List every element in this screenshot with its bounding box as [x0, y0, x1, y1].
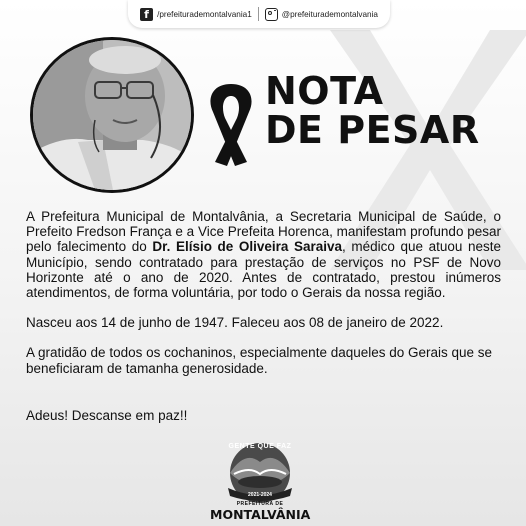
page-title — [265, 69, 480, 152]
instagram-handle: @prefeiturademontalvania — [281, 9, 378, 19]
paragraph-gratitude: A gratidão de todos os cochaninos, especialmente daqueles do Gerais que se beneficiaram de tamanha generosidade. — [26, 345, 493, 376]
logo-city: MONTALVÂNIA — [210, 507, 311, 522]
logo-slogan: GENTE QUE FAZ — [228, 443, 292, 450]
social-divider — [258, 7, 259, 21]
paragraph-farewell: Adeus! Descanse em paz!! — [26, 407, 188, 423]
paragraph-announcement — [26, 209, 501, 300]
p1-text-before: A Prefeitura Municipal de Montalvânia, a Secretaria Municipal de Saúde, o Prefeito Fredson França e a Vice Prefeita Horenca, manifestam profundo pesar pelo falecimento do — [26, 209, 501, 255]
title-line-1: NOTA — [265, 69, 384, 113]
title-line-2: DE PESAR — [265, 108, 480, 152]
social-bar — [128, 0, 390, 28]
municipality-logo — [210, 440, 310, 526]
paragraph-dates: Nasceu aos 14 de junho de 1947. Faleceu aos 08 de janeiro de 2022. — [26, 315, 444, 331]
p1-text-after: , médico que atuou neste Município, sendo contratado para prestação de serviços no PSF de Novo Horizonte até o ano de 2020. Antes de contratado, prestou inúmeros atendimentos, de forma voluntária, por todo o Gerais da nossa região. — [26, 239, 501, 301]
deceased-name: Dr. Elísio de Oliveira Saraiva — [152, 239, 343, 255]
instagram-link[interactable] — [265, 8, 378, 21]
facebook-icon: f — [140, 8, 153, 21]
mourning-ribbon-icon — [201, 78, 261, 170]
facebook-handle: /prefeiturademontalvania1 — [157, 9, 252, 19]
facebook-link[interactable] — [140, 8, 252, 21]
portrait-photo — [30, 37, 194, 193]
announcement-text — [26, 209, 501, 423]
instagram-icon — [265, 8, 278, 21]
logo-years: 2021-2024 — [248, 492, 272, 498]
portrait-illustration — [33, 40, 191, 190]
logo-prefeitura: PREFEITURA DE — [236, 501, 284, 507]
